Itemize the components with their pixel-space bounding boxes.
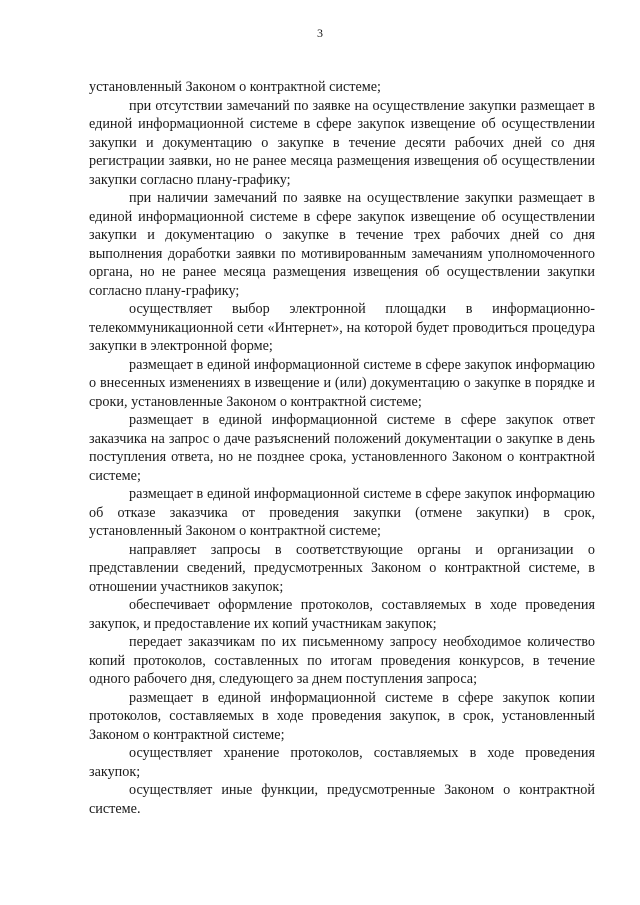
paragraph-protocols-preparation: обеспечивает оформление протоколов, составляемых в ходе проведения закупок, и предоставление их копий участникам закупок; (89, 597, 595, 632)
paragraph-protocol-copies-transfer: передает заказчикам по их письменному запросу необходимое количество копий протоколов, составленных по итогам проведения конкурсов, в течение одного рабочего дня, следующего за днем поступления запроса; (89, 634, 595, 687)
paragraph-protocol-copies-publication: размещает в единой информационной системе в сфере закупок копии протоколов, составляемых в ходе проведения закупок, в срок, установленный Законом о контрактной системе; (89, 689, 595, 743)
document-body (89, 78, 595, 818)
page-number: 3 (317, 26, 323, 40)
paragraph-clarification-answer: размещает в единой информационной системе в сфере закупок ответ заказчика на запрос о даче разъяснений положений документации о закупке в день поступления ответа, но не позднее срока, установленного Законом о контрактной системе; (89, 412, 595, 484)
paragraph-changes-publication: размещает в единой информационной системе в сфере закупок информацию о внесенных изменениях в извещение и (или) документацию о закупке в порядке и сроки, установленные Законом о контрактной системе; (89, 356, 595, 410)
paragraph-information-requests: направляет запросы в соответствующие органы и организации о представлении сведений, предусмотренных Законом о контрактной системе, в отношении участников закупок; (89, 541, 595, 595)
paragraph-with-remarks-publication: при наличии замечаний по заявке на осуществление закупки размещает в единой информационной системе в сфере закупок извещение об осуществлении закупки и документацию о закупке в течение трех рабочих дней со дня выполнения доработки заявки по мотивированным замечаниям уполномоченного органа, но не ранее месяца размещения извещения об осуществлении закупки согласно плану-графику; (89, 190, 595, 299)
paragraph-continuation: установленный Законом о контрактной системе; (89, 79, 381, 95)
paragraph-protocols-storage: осуществляет хранение протоколов, составляемых в ходе проведения закупок; (89, 745, 595, 780)
paragraph-procurement-cancellation: размещает в единой информационной системе в сфере закупок информацию об отказе заказчика от проведения закупки (отмене закупки) в срок, установленный Законом о контрактной системе; (89, 486, 595, 539)
paragraph-no-remarks-publication: при отсутствии замечаний по заявке на осуществление закупки размещает в единой информационной системе в сфере закупок извещение об осуществлении закупки и документацию о закупке в течение десяти рабочих дней со дня регистрации заявки, но не ранее месяца размещения извещения об осуществлении закупки согласно плану-графику; (89, 97, 595, 188)
paragraph-electronic-platform-choice: осуществляет выбор электронной площадки в информационно-телекоммуникационной сети «Интернет», на которой будет проводиться процедура закупки в электронной форме; (89, 301, 595, 354)
paragraph-other-functions: осуществляет иные функции, предусмотренные Законом о контрактной системе. (89, 782, 595, 817)
